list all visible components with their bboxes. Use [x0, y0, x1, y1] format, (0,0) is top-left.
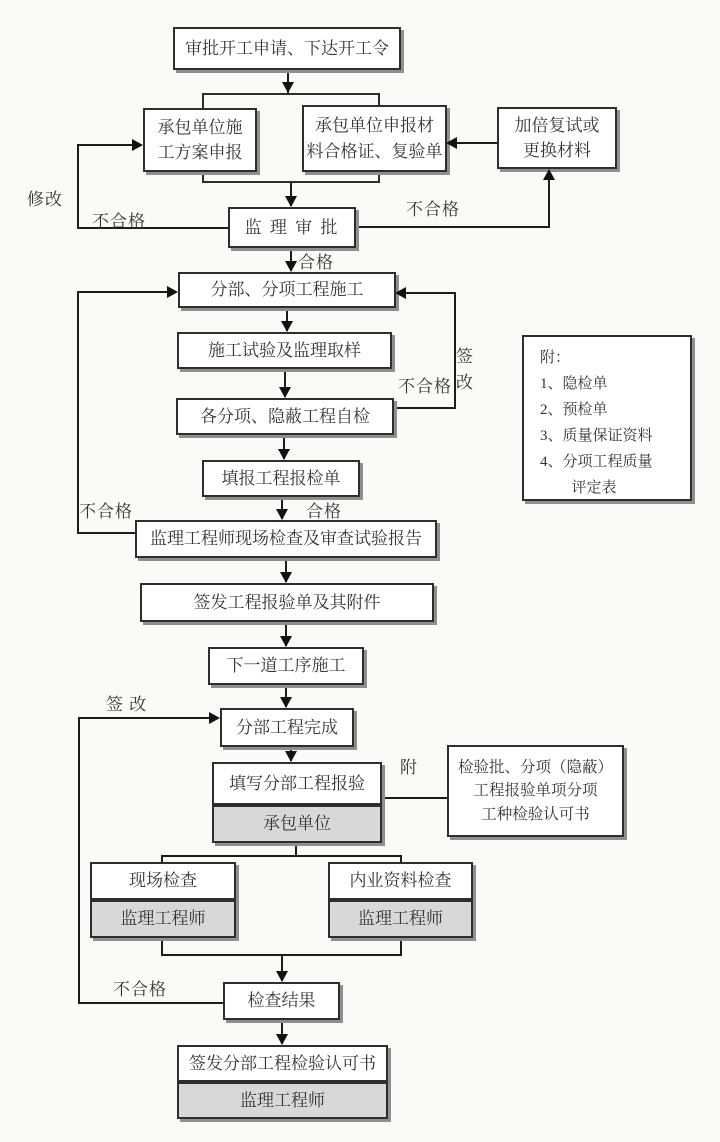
node-supervisor-right — [328, 900, 473, 938]
attachment-note-box — [522, 335, 692, 501]
arrow-right-icon — [167, 286, 178, 298]
arrow-down-icon — [281, 321, 293, 332]
label-sign: 签 — [456, 347, 474, 366]
note-line: 工程报验单项分项 — [473, 782, 598, 800]
arrow-down-icon — [285, 751, 297, 762]
node-label: 料合格证、复验单 — [306, 141, 443, 161]
node-label: 更换材料 — [523, 141, 591, 160]
flow-line — [380, 797, 447, 799]
note-line: 检验批、分项（隐蔽） — [457, 759, 613, 777]
arrow-down-icon — [278, 449, 290, 460]
node-test-sampling — [177, 332, 392, 369]
flow-line — [393, 407, 456, 409]
node-label: 填写分部工程报验 — [229, 773, 365, 793]
node-label: 监理工程师 — [120, 909, 206, 929]
node-label: 现场检查 — [129, 871, 197, 891]
arrow-left-icon — [395, 287, 406, 299]
node-fill-division-report — [212, 762, 382, 805]
flow-line — [295, 841, 297, 856]
node-engineer-site-review — [135, 520, 437, 558]
flow-line — [77, 144, 134, 146]
node-self-inspection — [176, 398, 394, 435]
label-attach: 附 — [400, 758, 418, 777]
flow-line — [78, 717, 80, 1004]
note-item: 3、质量保证资料 — [540, 428, 653, 444]
node-label: 承包单位 — [263, 814, 331, 834]
node-contractor-plan-submit — [143, 108, 257, 172]
arrow-down-icon — [280, 572, 292, 583]
node-label: 签发分部工程检验认可书 — [189, 1053, 376, 1073]
node-check-result — [223, 982, 340, 1020]
flow-line — [77, 532, 135, 534]
flow-line — [452, 142, 498, 144]
arrow-down-icon — [276, 1034, 288, 1045]
flow-line — [77, 291, 168, 293]
node-fill-inspection-form — [202, 460, 360, 497]
node-material-certificates — [302, 105, 447, 172]
label-fail-top-right: 不合格 — [406, 200, 460, 219]
node-label: 填报工程报检单 — [221, 468, 341, 488]
node-double-retest — [497, 107, 617, 169]
flow-line — [400, 936, 402, 956]
node-issue-inspection-form — [140, 583, 434, 622]
node-supervision-review — [228, 207, 356, 248]
flow-line — [355, 226, 550, 228]
node-label: 审批开工申请、下达开工令 — [185, 38, 389, 58]
label-fail-mid-left: 不合格 — [79, 502, 133, 521]
label-pass-top: 合格 — [298, 253, 334, 272]
node-issue-division-cert — [177, 1045, 388, 1082]
flow-line — [161, 936, 163, 956]
node-division-complete — [220, 708, 354, 747]
arrow-down-icon — [276, 971, 288, 982]
flow-line — [77, 145, 79, 229]
node-internal-data-check — [328, 862, 473, 900]
label-fail-bottom: 不合格 — [113, 980, 167, 999]
node-label: 内业资料检查 — [349, 871, 452, 891]
arrow-down-icon — [279, 387, 291, 398]
node-supervisor-bottom — [177, 1082, 388, 1119]
label-pass-mid: 合格 — [306, 502, 342, 521]
note-item: 1、隐检单 — [540, 376, 608, 392]
node-next-process — [208, 647, 364, 685]
node-label: 监 理 审 批 — [244, 217, 340, 237]
node-approve-start-order — [173, 27, 401, 70]
node-onsite-check — [90, 862, 236, 900]
arrow-down-icon — [282, 82, 294, 93]
node-label: 分部、分项工程施工 — [210, 280, 364, 300]
node-label: 签发工程报验单及其附件 — [193, 592, 381, 612]
flow-line — [161, 855, 402, 857]
arrow-down-icon — [280, 636, 292, 647]
node-label: 承包单位申报材 — [315, 116, 434, 135]
arrow-down-icon — [285, 196, 297, 207]
node-supervisor-left — [90, 900, 236, 938]
label-modify: 修改 — [27, 190, 63, 209]
node-label: 各分项、隐蔽工程自检 — [200, 406, 370, 426]
node-contractor-unit — [212, 805, 382, 843]
arrow-down-icon — [276, 509, 288, 520]
arrow-down-icon — [280, 697, 292, 708]
node-label: 下一道工序施工 — [226, 656, 346, 676]
flow-line — [78, 1002, 223, 1004]
note-item: 2、预检单 — [540, 402, 608, 418]
label-fail-mid-right: 不合格 — [398, 377, 452, 396]
node-label: 工方案申报 — [157, 143, 243, 162]
label-change: 改 — [456, 373, 474, 392]
flow-line — [78, 717, 210, 719]
label-sign-change-right — [456, 344, 474, 396]
node-label: 施工试验及监理取样 — [208, 340, 361, 360]
arrow-right-icon — [209, 712, 220, 724]
label-fail-top-left: 不合格 — [92, 212, 146, 231]
note-item: 4、分项工程质量 — [540, 454, 653, 470]
node-label: 监理工程师 — [240, 1090, 325, 1110]
batch-inspection-note-box — [447, 745, 624, 837]
node-label: 分部工程完成 — [236, 717, 338, 737]
node-subitem-construction — [178, 272, 396, 308]
note-item: 评定表 — [571, 480, 617, 496]
arrow-left-icon — [446, 137, 457, 149]
note-line: 工种检验认可书 — [481, 805, 590, 823]
node-label: 检查结果 — [247, 991, 316, 1011]
node-label: 承包单位施 — [157, 117, 243, 137]
arrow-up-icon — [543, 169, 555, 180]
node-label: 监理工程师 — [358, 909, 443, 929]
node-label: 加倍复试或 — [514, 115, 600, 135]
flow-line — [404, 292, 456, 294]
note-title: 附： — [540, 350, 571, 366]
label-sign-change-bottom: 签 改 — [106, 695, 148, 714]
arrow-right-icon — [132, 139, 143, 151]
node-label: 监理工程师现场检查及审查试验报告 — [150, 529, 422, 549]
arrow-down-icon — [285, 261, 297, 272]
